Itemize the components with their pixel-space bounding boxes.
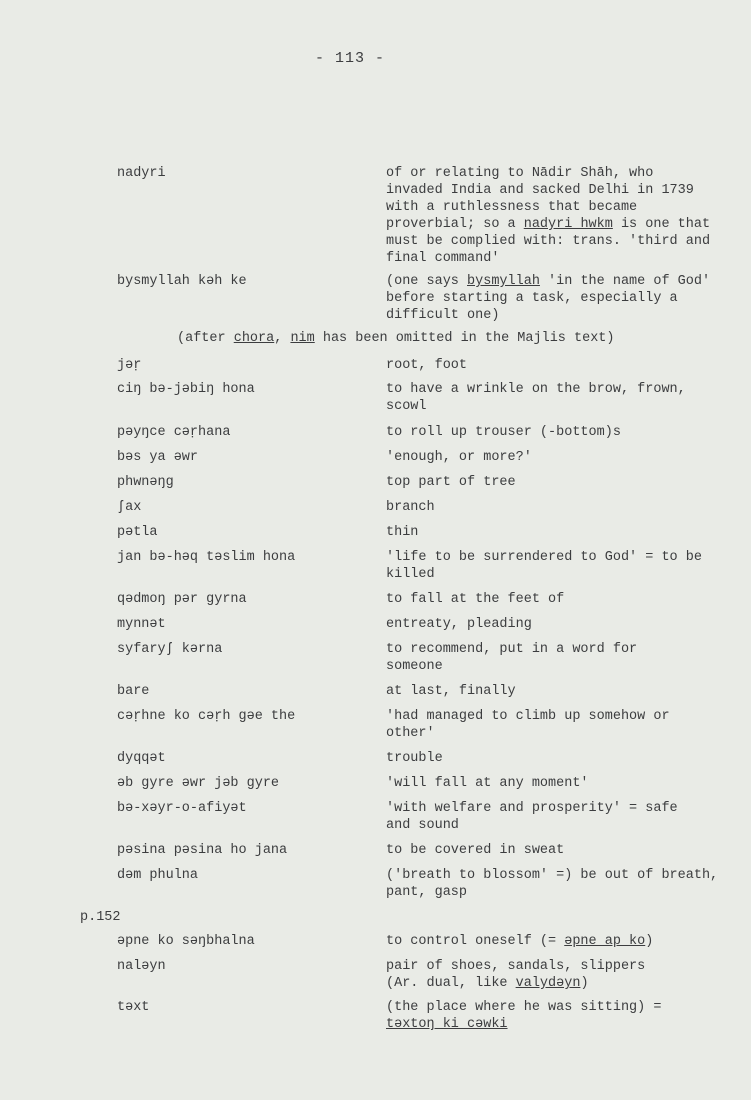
gloss-line: 'with welfare and prosperity' = safe (386, 801, 678, 816)
entry-term: syfaryʃ kərna (117, 642, 223, 657)
gloss-line: 'had managed to climb up somehow or (386, 709, 670, 724)
gloss-line: with a ruthlessness that became (386, 200, 638, 215)
note-text: has been omitted in the Majlis text) (314, 331, 615, 346)
entry-gloss (386, 842, 736, 859)
entry-gloss (386, 499, 736, 516)
entry-term: pəsina pəsina ho jana (117, 843, 288, 858)
underlined-term: nadyri hwkm (523, 217, 613, 232)
entry-gloss (386, 273, 736, 324)
entry-gloss (386, 708, 736, 742)
entry-term: jan bə-həq təslim hona (117, 550, 296, 565)
gloss-line: (the place where he was sitting) = (386, 1000, 662, 1015)
gloss-line: to be covered in sweat (386, 843, 565, 858)
entry-term: cəṛhne ko cəṛh gəe the (117, 709, 296, 724)
entry-gloss (386, 683, 736, 700)
entry-gloss (386, 616, 736, 633)
gloss-line: final command' (386, 251, 500, 266)
entry-gloss (386, 867, 736, 901)
gloss-line: to roll up trouser (-bottom)s (386, 425, 621, 440)
gloss-line: to fall at the feet of (386, 592, 565, 607)
gloss-line: invaded India and sacked Delhi in 1739 (386, 183, 694, 198)
entry-term: pəyŋce cəṛhana (117, 425, 231, 440)
gloss-line: pair of shoes, sandals, slippers (386, 959, 646, 974)
entry-gloss (386, 424, 736, 441)
gloss-line: at last, finally (386, 684, 516, 699)
gloss-text: is one that (612, 217, 711, 232)
entry-term: bə-xəyr-o-afiyət (117, 801, 247, 816)
entry-term: pətla (117, 525, 158, 540)
entry-gloss (386, 800, 736, 834)
note-text: , (274, 331, 291, 346)
entry-gloss (386, 750, 736, 767)
entry-gloss (386, 958, 736, 992)
gloss-line: 'will fall at any moment' (386, 776, 589, 791)
underlined-term: valydəyn (515, 976, 581, 991)
entry-term: ciŋ bə-jəbiŋ hona (117, 382, 255, 397)
underlined-term: təxtoŋ ki cəwki (386, 1017, 508, 1032)
gloss-text: ) (580, 976, 589, 991)
page-number: - 113 - (314, 50, 385, 67)
entry-gloss (386, 591, 736, 608)
entry-gloss (386, 381, 736, 415)
entry-gloss (386, 449, 736, 466)
underlined-term: əpne ap ko (564, 934, 646, 949)
entry-gloss (386, 165, 736, 267)
gloss-line: to have a wrinkle on the brow, frown, (386, 382, 686, 397)
entry-gloss (386, 641, 736, 675)
entry-gloss (386, 775, 736, 792)
editorial-note (177, 330, 615, 347)
gloss-line: 'life to be surrendered to God' = to be (386, 550, 702, 565)
gloss-line: killed (386, 567, 435, 582)
gloss-line: must be complied with: trans. 'third and (386, 234, 711, 249)
entry-gloss (386, 933, 736, 950)
gloss-line: difficult one) (386, 308, 500, 323)
gloss-text: (one says (386, 274, 468, 289)
gloss-line: of or relating to Nādir Shāh, who (386, 166, 654, 181)
gloss-line: before starting a task, especially a (386, 291, 678, 306)
gloss-line: to recommend, put in a word for (386, 642, 638, 657)
gloss-line: thin (386, 525, 419, 540)
entry-term: bare (117, 684, 150, 699)
gloss-line: pant, gasp (386, 885, 468, 900)
gloss-line: and sound (386, 818, 459, 833)
gloss-line (386, 273, 736, 290)
gloss-line: entreaty, pleading (386, 617, 532, 632)
underlined-term: chora (233, 331, 275, 346)
gloss-line (386, 933, 736, 950)
entry-term: əb gyre əwr jəb gyre (117, 776, 280, 791)
entry-term: nadyri (117, 166, 166, 181)
gloss-line: top part of tree (386, 475, 516, 490)
entry-term: dyqqət (117, 751, 166, 766)
gloss-text: ) (645, 934, 654, 949)
gloss-line: root, foot (386, 358, 468, 373)
section-page-ref: p.152 (80, 910, 121, 925)
entry-term: əpne ko səŋbhalna (117, 934, 255, 949)
entry-term: jəṛ (117, 358, 142, 373)
gloss-text: to control oneself (= (386, 934, 565, 949)
gloss-line: branch (386, 500, 435, 515)
entry-term: ʃax (117, 500, 142, 515)
entry-term: bəs ya əwr (117, 450, 199, 465)
gloss-line: trouble (386, 751, 443, 766)
gloss-line: 'enough, or more?' (386, 450, 532, 465)
gloss-line: ('breath to blossom' =) be out of breath, (386, 868, 719, 883)
entry-gloss (386, 524, 736, 541)
entry-term: bysmyllah kəh ke (117, 274, 247, 289)
underlined-term: nim (290, 331, 315, 346)
gloss-text: (Ar. dual, like (386, 976, 516, 991)
entry-term: qədmoŋ pər gyrna (117, 592, 247, 607)
entry-term: dəm phulna (117, 868, 199, 883)
entry-term: phwnəŋg (117, 475, 174, 490)
gloss-line: someone (386, 659, 443, 674)
gloss-line: scowl (386, 399, 427, 414)
gloss-line (386, 975, 736, 992)
gloss-text: proverbial; so a (386, 217, 524, 232)
entry-term: mynnət (117, 617, 166, 632)
underlined-term: bysmyllah (467, 274, 540, 289)
entry-gloss (386, 999, 736, 1033)
gloss-text: 'in the name of God' (539, 274, 711, 289)
entry-term: təxt (117, 1000, 150, 1015)
gloss-line: other' (386, 726, 435, 741)
entry-term: naləyn (117, 959, 166, 974)
entry-gloss (386, 474, 736, 491)
entry-gloss (386, 549, 736, 583)
entry-gloss (386, 357, 736, 374)
gloss-line (386, 216, 736, 233)
note-text: (after (177, 331, 234, 346)
